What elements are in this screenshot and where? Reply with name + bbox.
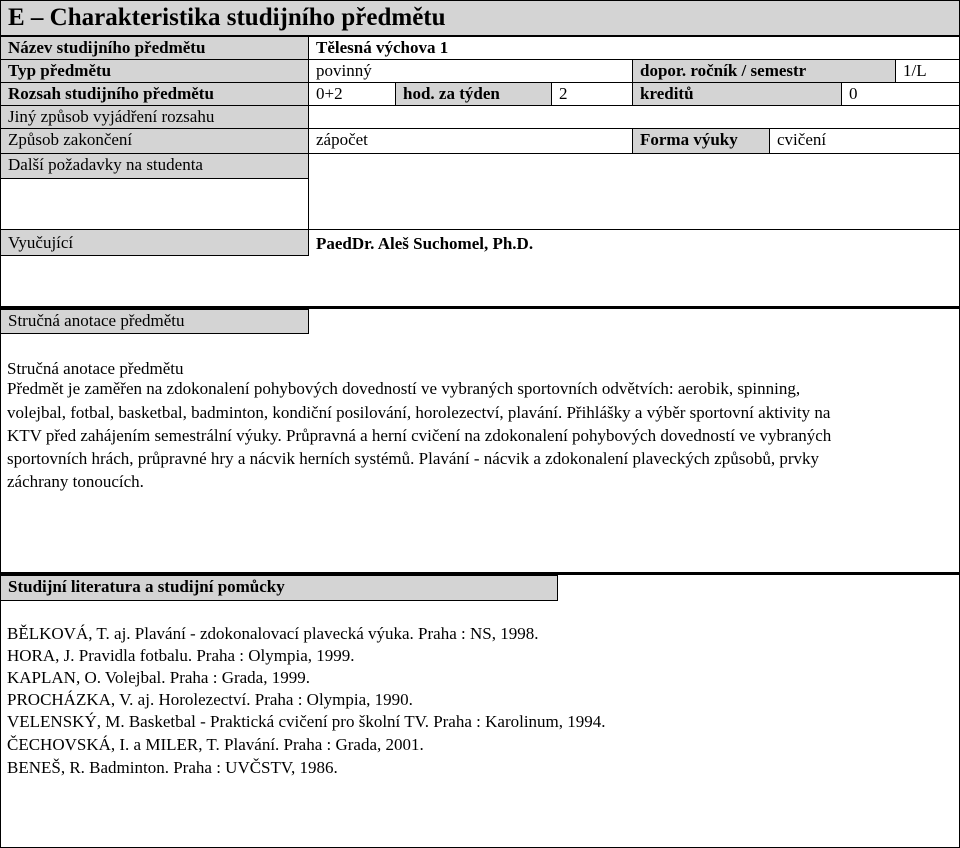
recommended-year-value: 1/L (895, 59, 960, 83)
annotation-line: KTV před zahájením semestrální výuky. Průpravná a herní cvičení na zdokonalení pohybových dovedností ve vybraných (7, 426, 832, 445)
teacher-value: PaedDr. Aleš Suchomel, Ph.D. (308, 229, 960, 256)
teaching-form-label: Forma výuky (632, 128, 770, 154)
annotation-line: volejbal, fotbal, basketbal, badminton, kondiční posilování, horolezectví, plavání. Přihlášky a výběr sportovní aktivity na (7, 403, 831, 422)
recommended-year-label: dopor. ročník / semestr (632, 59, 896, 83)
completion-method-label: Způsob zakončení (0, 128, 309, 154)
annotation-line: záchrany tonoucích. (7, 472, 144, 491)
credits-value: 0 (841, 82, 960, 106)
completion-method-value: zápočet (308, 128, 633, 154)
other-scope-label: Jiný způsob vyjádření rozsahu (0, 105, 309, 129)
other-scope-value (308, 105, 960, 129)
hours-per-week-label: hod. za týden (395, 82, 552, 106)
course-type-label: Typ předmětu (0, 59, 309, 83)
annotation-line: sportovních hrách, průpravné hry a nácvik herních systémů. Plavání - nácvik a zdokonalení plaveckých způsobů, prvky (7, 449, 819, 468)
course-type-value: povinný (308, 59, 633, 83)
literature-item: VELENSKÝ, M. Basketbal - Praktická cvičení pro školní TV. Praha : Karolinum, 1994. (7, 712, 606, 731)
teacher-label: Vyučující (0, 229, 309, 256)
annotation-heading: Stručná anotace předmětu (7, 359, 184, 378)
literature-label: Studijní literatura a studijní pomůcky (0, 575, 558, 601)
credits-label: kreditů (632, 82, 842, 106)
literature-item: BĚLKOVÁ, T. aj. Plavání - zdokonalovací plavecká výuka. Praha : NS, 1998. (7, 624, 539, 643)
teaching-form-value: cvičení (769, 128, 960, 154)
document-title: E – Charakteristika studijního předmětu (0, 0, 960, 36)
literature-item: HORA, J. Pravidla fotbalu. Praha : Olympia, 1999. (7, 646, 355, 665)
hours-per-week-value: 2 (551, 82, 633, 106)
additional-requirements-value (308, 153, 960, 230)
course-scope-label: Rozsah studijního předmětu (0, 82, 309, 106)
annotation-line: Předmět je zaměřen na zdokonalení pohybových dovedností ve vybraných sportovních odvětvích: aerobik, spinning, (7, 379, 801, 398)
literature-item: KAPLAN, O. Volejbal. Praha : Grada, 1999. (7, 668, 310, 687)
additional-requirements-label: Další požadavky na studenta (0, 153, 309, 179)
literature-item: ČECHOVSKÁ, I. a MILER, T. Plavání. Praha : Grada, 2001. (7, 735, 424, 754)
course-scope-value: 0+2 (308, 82, 396, 106)
literature-item: BENEŠ, R. Badminton. Praha : UVČSTV, 1986. (7, 758, 338, 777)
annotation-label: Stručná anotace předmětu (0, 309, 309, 334)
literature-item: PROCHÁZKA, V. aj. Horolezectví. Praha : Olympia, 1990. (7, 690, 413, 709)
course-name-label: Název studijního předmětu (0, 36, 309, 60)
course-name-value: Tělesná výchova 1 (308, 36, 960, 60)
